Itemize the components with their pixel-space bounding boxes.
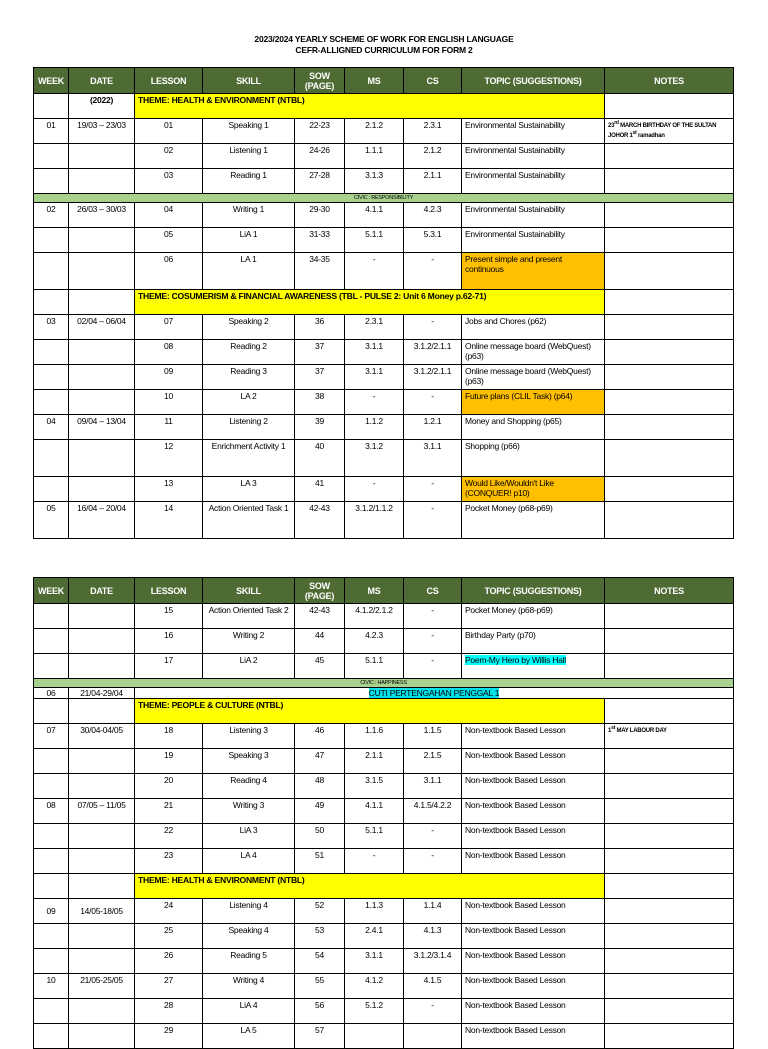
- col-week: WEEK: [34, 578, 69, 604]
- table-row: 12 Enrichment Activity 1 40 3.1.2 3.1.1 Shopping (p66): [34, 440, 734, 477]
- col-skill: SKILL: [203, 578, 295, 604]
- highlighted-topic: Present simple and present continuous: [462, 253, 605, 290]
- civic-row: [34, 679, 734, 688]
- highlighted-topic: Would Like/Wouldn't Like (CONQUER! p10): [462, 477, 605, 502]
- table-row: 28 LiA 4 56 5.1.2 - Non-textbook Based Lesson: [34, 999, 734, 1024]
- table-row: 29 LA 5 57 Non-textbook Based Lesson: [34, 1024, 734, 1049]
- table-header-row: [34, 578, 734, 604]
- table-header-row: [34, 68, 734, 94]
- table-row: 08 Reading 2 37 3.1.1 3.1.2/2.1.1 Online message board (WebQuest) (p63): [34, 340, 734, 365]
- table-row: 05 16/04 – 20/04 14 Action Oriented Task 1 42-43 3.1.2/1.1.2 - Pocket Money (p68-p69): [34, 502, 734, 539]
- document-subtitle: CEFR-ALLIGNED CURRICULUM FOR FORM 2: [295, 45, 473, 55]
- col-date: DATE: [69, 578, 135, 604]
- civic-label: CIVIC : RESPONSIBILITY: [34, 194, 734, 203]
- civic-label: CIVIC : HAPPINESS: [34, 679, 734, 688]
- table-row: 05 LiA 1 31-33 5.1.1 5.3.1 Environmental Sustainability: [34, 228, 734, 253]
- table-row: 04 09/04 – 13/04 11 Listening 2 39 1.1.2 1.2.1 Money and Shopping (p65): [34, 415, 734, 440]
- highlighted-topic: Poem-My Hero by Willis Hall: [465, 655, 566, 665]
- table-row: 03 Reading 1 27-28 3.1.3 2.1.1 Environmental Sustainability: [34, 169, 734, 194]
- scheme-table-1: [33, 67, 734, 539]
- theme-row: [34, 290, 734, 315]
- theme-row: [34, 699, 734, 724]
- col-skill: SKILL: [203, 68, 295, 94]
- col-cs: CS: [404, 578, 462, 604]
- col-topic: TOPIC (SUGGESTIONS): [462, 578, 605, 604]
- col-date: DATE: [69, 68, 135, 94]
- table-row: 16 Writing 2 44 4.2.3 - Birthday Party (p70): [34, 629, 734, 654]
- theme-row: [34, 874, 734, 899]
- table-row: 19 Speaking 3 47 2.1.1 2.1.5 Non-textbook Based Lesson: [34, 749, 734, 774]
- holiday-label: CUTI PERTENGAHAN PENGGAL 1: [368, 688, 500, 698]
- table-row: 25 Speaking 4 53 2.4.1 4.1.3 Non-textbook Based Lesson: [34, 924, 734, 949]
- table-row: 10 21/05-25/05 27 Writing 4 55 4.1.2 4.1.5 Non-textbook Based Lesson: [34, 974, 734, 999]
- theme-label: THEME: PEOPLE & CULTURE (NTBL): [135, 699, 605, 724]
- theme-label: THEME: COSUMERISM & FINANCIAL AWARENESS (TBL - PULSE 2: Unit 6 Money p.62-71): [135, 290, 605, 315]
- table-row: 02 26/03 – 30/03 04 Writing 1 29-30 4.1.1 4.2.3 Environmental Sustainability: [34, 203, 734, 228]
- scheme-table-2: [33, 577, 734, 1049]
- notes-cell: 1st MAY LABOUR DAY: [605, 724, 734, 749]
- table-row: 09 Reading 3 37 3.1.1 3.1.2/2.1.1 Online message board (WebQuest) (p63): [34, 365, 734, 390]
- table-row: 23 LA 4 51 - - Non-textbook Based Lesson: [34, 849, 734, 874]
- table-row: 13 LA 3 41 - - Would Like/Wouldn't Like (CONQUER! p10): [34, 477, 734, 502]
- table-row: 26 Reading 5 54 3.1.1 3.1.2/3.1.4 Non-textbook Based Lesson: [34, 949, 734, 974]
- table-row: 08 07/05 – 11/05 21 Writing 3 49 4.1.1 4.1.5/4.2.2 Non-textbook Based Lesson: [34, 799, 734, 824]
- table-row: 09 14/05-18/05 24 Listening 4 52 1.1.3 1.1.4 Non-textbook Based Lesson: [34, 899, 734, 924]
- highlighted-topic: Future plans (CLIL Task) (p64): [462, 390, 605, 415]
- civic-row: [34, 194, 734, 203]
- col-lesson: LESSON: [135, 578, 203, 604]
- table-row: 20 Reading 4 48 3.1.5 3.1.1 Non-textbook Based Lesson: [34, 774, 734, 799]
- document-title: 2023/2024 YEARLY SCHEME OF WORK FOR ENGLISH LANGUAGE: [254, 34, 514, 44]
- holiday-row: 06 21/04-29/04 CUTI PERTENGAHAN PENGGAL 1: [34, 688, 734, 699]
- table-row: 03 02/04 – 06/04 07 Speaking 2 36 2.3.1 - Jobs and Chores (p62): [34, 315, 734, 340]
- col-week: WEEK: [34, 68, 69, 94]
- col-lesson: LESSON: [135, 68, 203, 94]
- table-row: 01 19/03 – 23/03 01 Speaking 1 22-23 2.1.2 2.3.1 Environmental Sustainability 23rd MARCH BIRTHDAY OF THE SULTAN JOHOR 1st ramadhan: [34, 119, 734, 144]
- table-row: 07 30/04-04/05 18 Listening 3 46 1.1.6 1.1.5 Non-textbook Based Lesson 1st MAY LABOUR DAY: [34, 724, 734, 749]
- notes-cell: 23rd MARCH BIRTHDAY OF THE SULTAN JOHOR 1st ramadhan: [605, 119, 734, 144]
- col-ms: MS: [345, 578, 404, 604]
- table-row: 17 LiA 2 45 5.1.1 - Poem-My Hero by Willis Hall: [34, 654, 734, 679]
- col-cs: CS: [404, 68, 462, 94]
- year-cell: (2022): [69, 94, 135, 119]
- col-sow: SOW (PAGE): [295, 578, 345, 604]
- col-topic: TOPIC (SUGGESTIONS): [462, 68, 605, 94]
- theme-label: THEME: HEALTH & ENVIRONMENT (NTBL): [135, 94, 605, 119]
- table-row: 22 LiA 3 50 5.1.1 - Non-textbook Based Lesson: [34, 824, 734, 849]
- col-notes: NOTES: [605, 68, 734, 94]
- table-row: 15 Action Oriented Task 2 42-43 4.1.2/2.1.2 - Pocket Money (p68-p69): [34, 604, 734, 629]
- col-ms: MS: [345, 68, 404, 94]
- theme-row: [34, 94, 734, 119]
- table-row: 02 Listening 1 24-26 1.1.1 2.1.2 Environmental Sustainability: [34, 144, 734, 169]
- col-notes: NOTES: [605, 578, 734, 604]
- table-row: 06 LA 1 34-35 - - Present simple and present continuous: [34, 253, 734, 290]
- theme-label: THEME: HEALTH & ENVIRONMENT (NTBL): [135, 874, 605, 899]
- col-sow: SOW (PAGE): [295, 68, 345, 94]
- table-row: 10 LA 2 38 - - Future plans (CLIL Task) (p64): [34, 390, 734, 415]
